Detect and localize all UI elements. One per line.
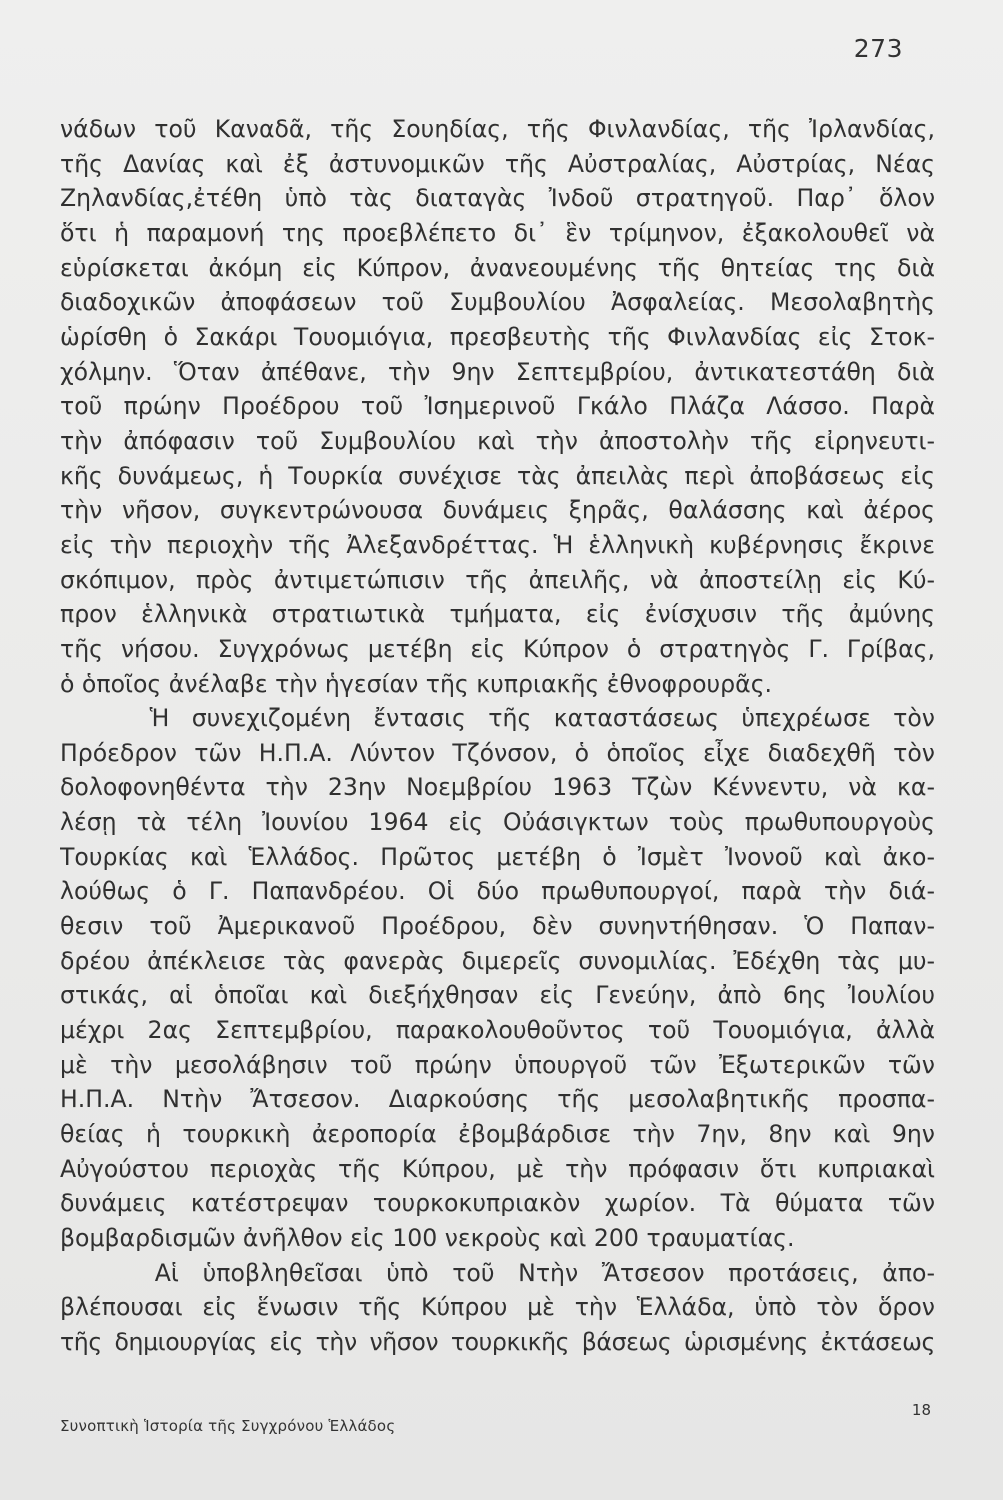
- text-line: στικάς, αἱ ὁποῖαι καὶ διεξήχθησαν εἰς Γενεύην, ἀπὸ 6ης Ἰουλίου: [60, 981, 935, 1010]
- text-line: τὴν ἀπόφασιν τοῦ Συμβουλίου καὶ τὴν ἀποστολὴν τῆς εἰρηνευτι-: [60, 426, 935, 455]
- text-line: τοῦ πρώην Προέδρου τοῦ Ἰσημερινοῦ Γκάλο Πλάζα Λάσσο. Παρὰ: [60, 392, 935, 421]
- text-line: Αὐγούστου περιοχὰς τῆς Κύπρου, μὲ τὴν πρόφασιν ὅτι κυπριακαὶ: [60, 1154, 935, 1183]
- page-number: 273: [853, 34, 903, 63]
- text-line: σκόπιμον, πρὸς ἀντιμετώπισιν τῆς ἀπειλῆς, νὰ ἀποστείλῃ εἰς Κύ-: [60, 565, 935, 594]
- text-line: Ζηλανδίας,ἐτέθη ὑπὸ τὰς διαταγὰς Ἰνδοῦ στρατηγοῦ. Παρ᾽ ὅλον: [60, 184, 935, 213]
- text-line: μὲ τὴν μεσολάβησιν τοῦ πρώην ὑπουργοῦ τῶν Ἐξωτερικῶν τῶν: [60, 1050, 935, 1079]
- text-line: εἰς τὴν περιοχὴν τῆς Ἀλεξανδρέττας. Ἡ ἑλληνικὴ κυβέρνησις ἔκρινε: [60, 530, 935, 559]
- text-line: θείας ἡ τουρκικὴ ἀεροπορία ἐβομβάρδισε τὴν 7ην, 8ην καὶ 9ην: [60, 1120, 935, 1149]
- text-line: προν ἑλληνικὰ στρατιωτικὰ τμήματα, εἰς ἐνίσχυσιν τῆς ἀμύνης: [60, 600, 935, 629]
- text-line: τῆς Δανίας καὶ ἐξ ἀστυνομικῶν τῆς Αὐστραλίας, Αὐστρίας, Νέας: [60, 149, 935, 178]
- text-line: κῆς δυνάμεως, ἡ Τουρκία συνέχισε τὰς ἀπειλὰς περὶ ἀποβάσεως εἰς: [60, 461, 935, 490]
- body-text: [60, 112, 935, 1360]
- text-line: τῆς νήσου. Συγχρόνως μετέβη εἰς Κύπρον ὁ στρατηγὸς Γ. Γρίβας,: [60, 634, 935, 663]
- text-line: μέχρι 2ας Σεπτεμβρίου, παρακολουθοῦντος τοῦ Τουομιόγια, ἀλλὰ: [60, 1016, 935, 1045]
- text-line: δρέου ἀπέκλεισε τὰς φανερὰς διμερεῖς συνομιλίας. Ἐδέχθη τὰς μυ-: [60, 946, 935, 975]
- text-line: τῆς δημιουργίας εἰς τὴν νῆσον τουρκικῆς βάσεως ὡρισμένης ἐκτάσεως: [60, 1327, 935, 1356]
- text-line: ὡρίσθη ὁ Σακάρι Τουομιόγια, πρεσβευτὴς τῆς Φινλανδίας εἰς Στοκ-: [60, 322, 935, 351]
- text-line: Πρόεδρον τῶν Η.Π.Α. Λύντον Τζόνσον, ὁ ὁποῖος εἶχε διαδεχθῆ τὸν: [60, 738, 935, 767]
- text-line: ὅτι ἡ παραμονή της προεβλέπετο δι᾽ ἓν τρίμηνον, ἐξακολουθεῖ νὰ: [60, 218, 935, 247]
- text-line: εὑρίσκεται ἀκόμη εἰς Κύπρον, ἀνανεουμένης τῆς θητείας της διὰ: [60, 253, 935, 282]
- text-line: ὁ ὁποῖος ἀνέλαβε τὴν ἡγεσίαν τῆς κυπριακῆς ἐθνοφρουρᾶς.: [60, 669, 773, 698]
- text-line: βομβαρδισμῶν ἀνῆλθον εἰς 100 νεκροὺς καὶ 200 τραυματίας.: [60, 1224, 795, 1252]
- text-line: δυνάμεις κατέστρεψαν τουρκοκυπριακὸν χωρίον. Τὰ θύματα τῶν: [60, 1189, 935, 1218]
- book-title: Συνοπτικὴ Ἱστορία τῆς Συγχρόνου Ἑλλάδος: [60, 1417, 396, 1435]
- text-line: Τουρκίας καὶ Ἑλλάδος. Πρῶτος μετέβη ὁ Ἰσμὲτ Ἰνονοῦ καὶ ἀκο-: [60, 842, 935, 871]
- text-line: χόλμην. Ὅταν ἀπέθανε, τὴν 9ην Σεπτεμβρίου, ἀντικατεστάθη διὰ: [60, 357, 935, 386]
- text-line: βλέπουσαι εἰς ἕνωσιν τῆς Κύπρου μὲ τὴν Ἑλλάδα, ὑπὸ τὸν ὅρον: [60, 1293, 935, 1322]
- text-line: Η.Π.Α. Ντὴν Ἄτσεσον. Διαρκούσης τῆς μεσολαβητικῆς προσπα-: [60, 1085, 935, 1114]
- text-line: Ἡ συνεχιζομένη ἔντασις τῆς καταστάσεως ὑπεχρέωσε τὸν: [60, 704, 935, 733]
- page-footer: [60, 1401, 935, 1447]
- text-line: Αἱ ὑποβληθεῖσαι ὑπὸ τοῦ Ντὴν Ἄτσεσον προτάσεις, ἀπο-: [60, 1258, 935, 1287]
- text-line: λούθως ὁ Γ. Παπανδρέου. Οἱ δύο πρωθυπουργοί, παρὰ τὴν διά-: [60, 877, 935, 906]
- text-line: διαδοχικῶν ἀποφάσεων τοῦ Συμβουλίου Ἀσφαλείας. Μεσολαβητὴς: [60, 288, 935, 317]
- text-line: τὴν νῆσον, συγκεντρώνουσα δυνάμεις ξηρᾶς, θαλάσσης καὶ ἀέρος: [60, 496, 935, 525]
- signature-mark: 18: [911, 1401, 931, 1419]
- text-line: δολοφονηθέντα τὴν 23ην Νοεμβρίου 1963 Τζὼν Κέννεντυ, νὰ κα-: [60, 773, 935, 802]
- text-line: λέσῃ τὰ τέλη Ἰουνίου 1964 εἰς Οὐάσιγκτων τοὺς πρωθυπουργοὺς: [60, 808, 935, 837]
- text-line: θεσιν τοῦ Ἀμερικανοῦ Προέδρου, δὲν συνηντήθησαν. Ὁ Παπαν-: [60, 912, 935, 941]
- text-line: νάδων τοῦ Καναδᾶ, τῆς Σουηδίας, τῆς Φινλανδίας, τῆς Ἰρλανδίας,: [60, 115, 935, 143]
